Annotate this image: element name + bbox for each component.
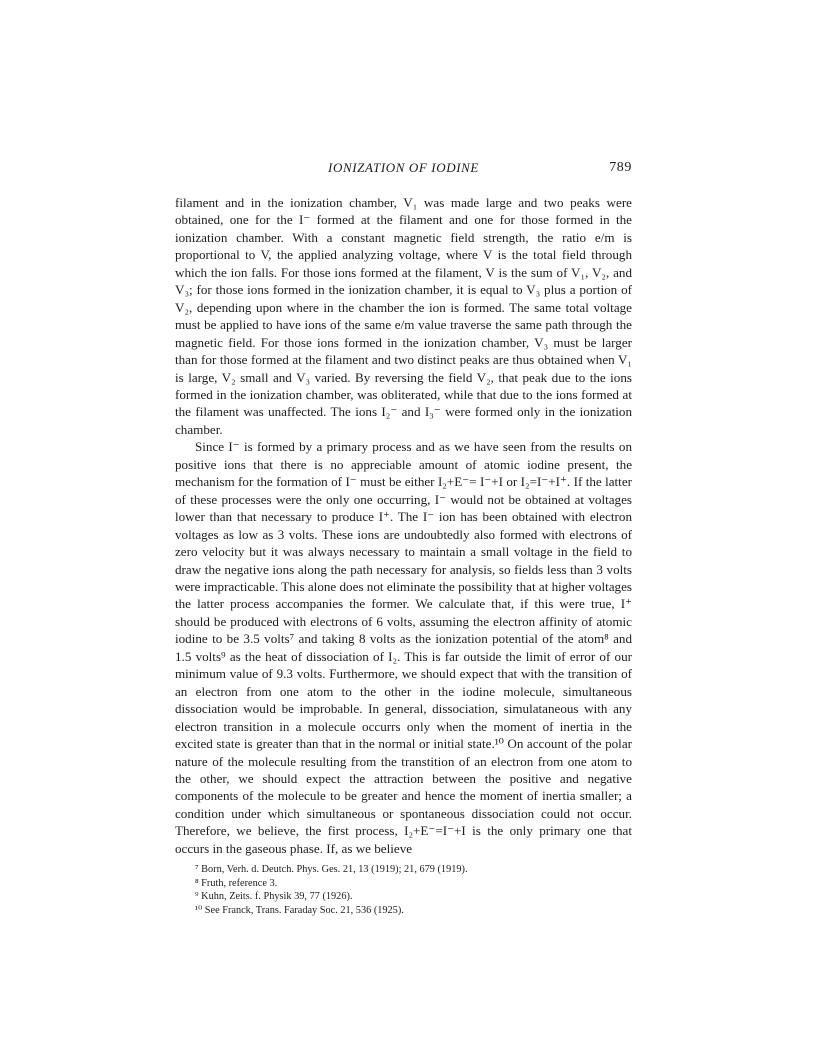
running-title: IONIZATION OF IODINE [328, 160, 479, 175]
paragraph-mechanism: Since I⁻ is formed by a primary process and as we have seen from the results on positive ions that there is no appreciable amount of atomic iodine present, the mechanism for the formation of I⁻ must be either I₂+E⁻= I⁻+I or I₂=I⁻+I⁺. If the latter of these processes were the only one occurring, I⁻ would not be obtained at voltages lower than that necessary to produce I⁺. The I⁻ ion has been obtained with electron voltages as low as 3 volts. These ions are undoubtedly also formed with electrons of zero velocity but it was always necessary to maintain a small voltage in the field to draw the negative ions along the path necessary for analysis, so fields less than 3 volts were impracticable. This alone does not eliminate the possibility that at higher voltages the latter process accompanies the former. We calculate that, if this were true, I⁺ should be produced with electrons of 6 volts, assuming the electron affinity of atomic iodine to be 3.5 volts⁷ and taking 8 volts as the ionization potential of the atom⁸ and 1.5 volts⁹ as the heat of dissociation of I₂. This is far outside the limit of error of our minimum value of 9.3 volts. Furthermore, we should expect that with the transition of an electron from one atom to the other in the iodine molecule, simultaneous dissociation would be improbable. In general, dissociation, simulataneous with any electron transition in a molecule occurrs only when the moment of inertia in the excited state is greater than that in the normal or initial state.¹⁰ On account of the polar nature of the molecule resulting from the transtition of an electron from one atom to the other, we should expect the attraction between the positive and negative components of the molecule to be greater and hence the moment of inertia smaller; a condition under which simultaneous or spontaneous dissociation could not occur. Therefore, we believe, the first process, I₂+E⁻=I⁻+I is the only primary one that occurs in the gaseous phase. If, as we believe [175, 439, 632, 856]
footnote-8: ⁸ Fruth, reference 3. [195, 877, 278, 889]
page-header [175, 160, 632, 182]
body-text [175, 194, 632, 857]
footnote-7: ⁷ Born, Verh. d. Deutch. Phys. Ges. 21, 13 (1919); 21, 679 (1919). [195, 864, 468, 876]
page-number: 789 [609, 160, 632, 175]
paragraph-continued: filament and in the ionization chamber, V₁ was made large and two peaks were obtained, one for the I⁻ formed at the filament and one for those formed in the ionization chamber. With a constant magnetic field strength, the ratio e/m is proportional to V, the applied analyzing voltage, where V is the total field through which the ion falls. For those ions formed at the filament, V is the sum of V₁, V₂, and V₃; for those ions formed in the ionization chamber, it is equal to V₃ plus a portion of V₂, depending upon where in the chamber the ion is formed. The same total voltage must be applied to have ions of the same e/m value traverse the same path through the magnetic field. For those ions formed in the ionization chamber, V₃ must be larger than for those formed at the filament and two distinct peaks are thus obtained when V₁ is large, V₂ small and V₃ varied. By reversing the field V₂, that peak due to the ions formed in the ionization chamber, was obliterated, while that due to the ions formed at the filament was unaffected. The ions I₂⁻ and I₃⁻ were formed only in the ionization chamber. [175, 195, 632, 437]
footnote-10: ¹⁰ See Franck, Trans. Faraday Soc. 21, 536 (1925). [195, 904, 404, 916]
footnotes [175, 863, 632, 917]
journal-page [175, 160, 632, 917]
footnote-9: ⁹ Kuhn, Zeits. f. Physik 39, 77 (1926). [195, 891, 353, 903]
